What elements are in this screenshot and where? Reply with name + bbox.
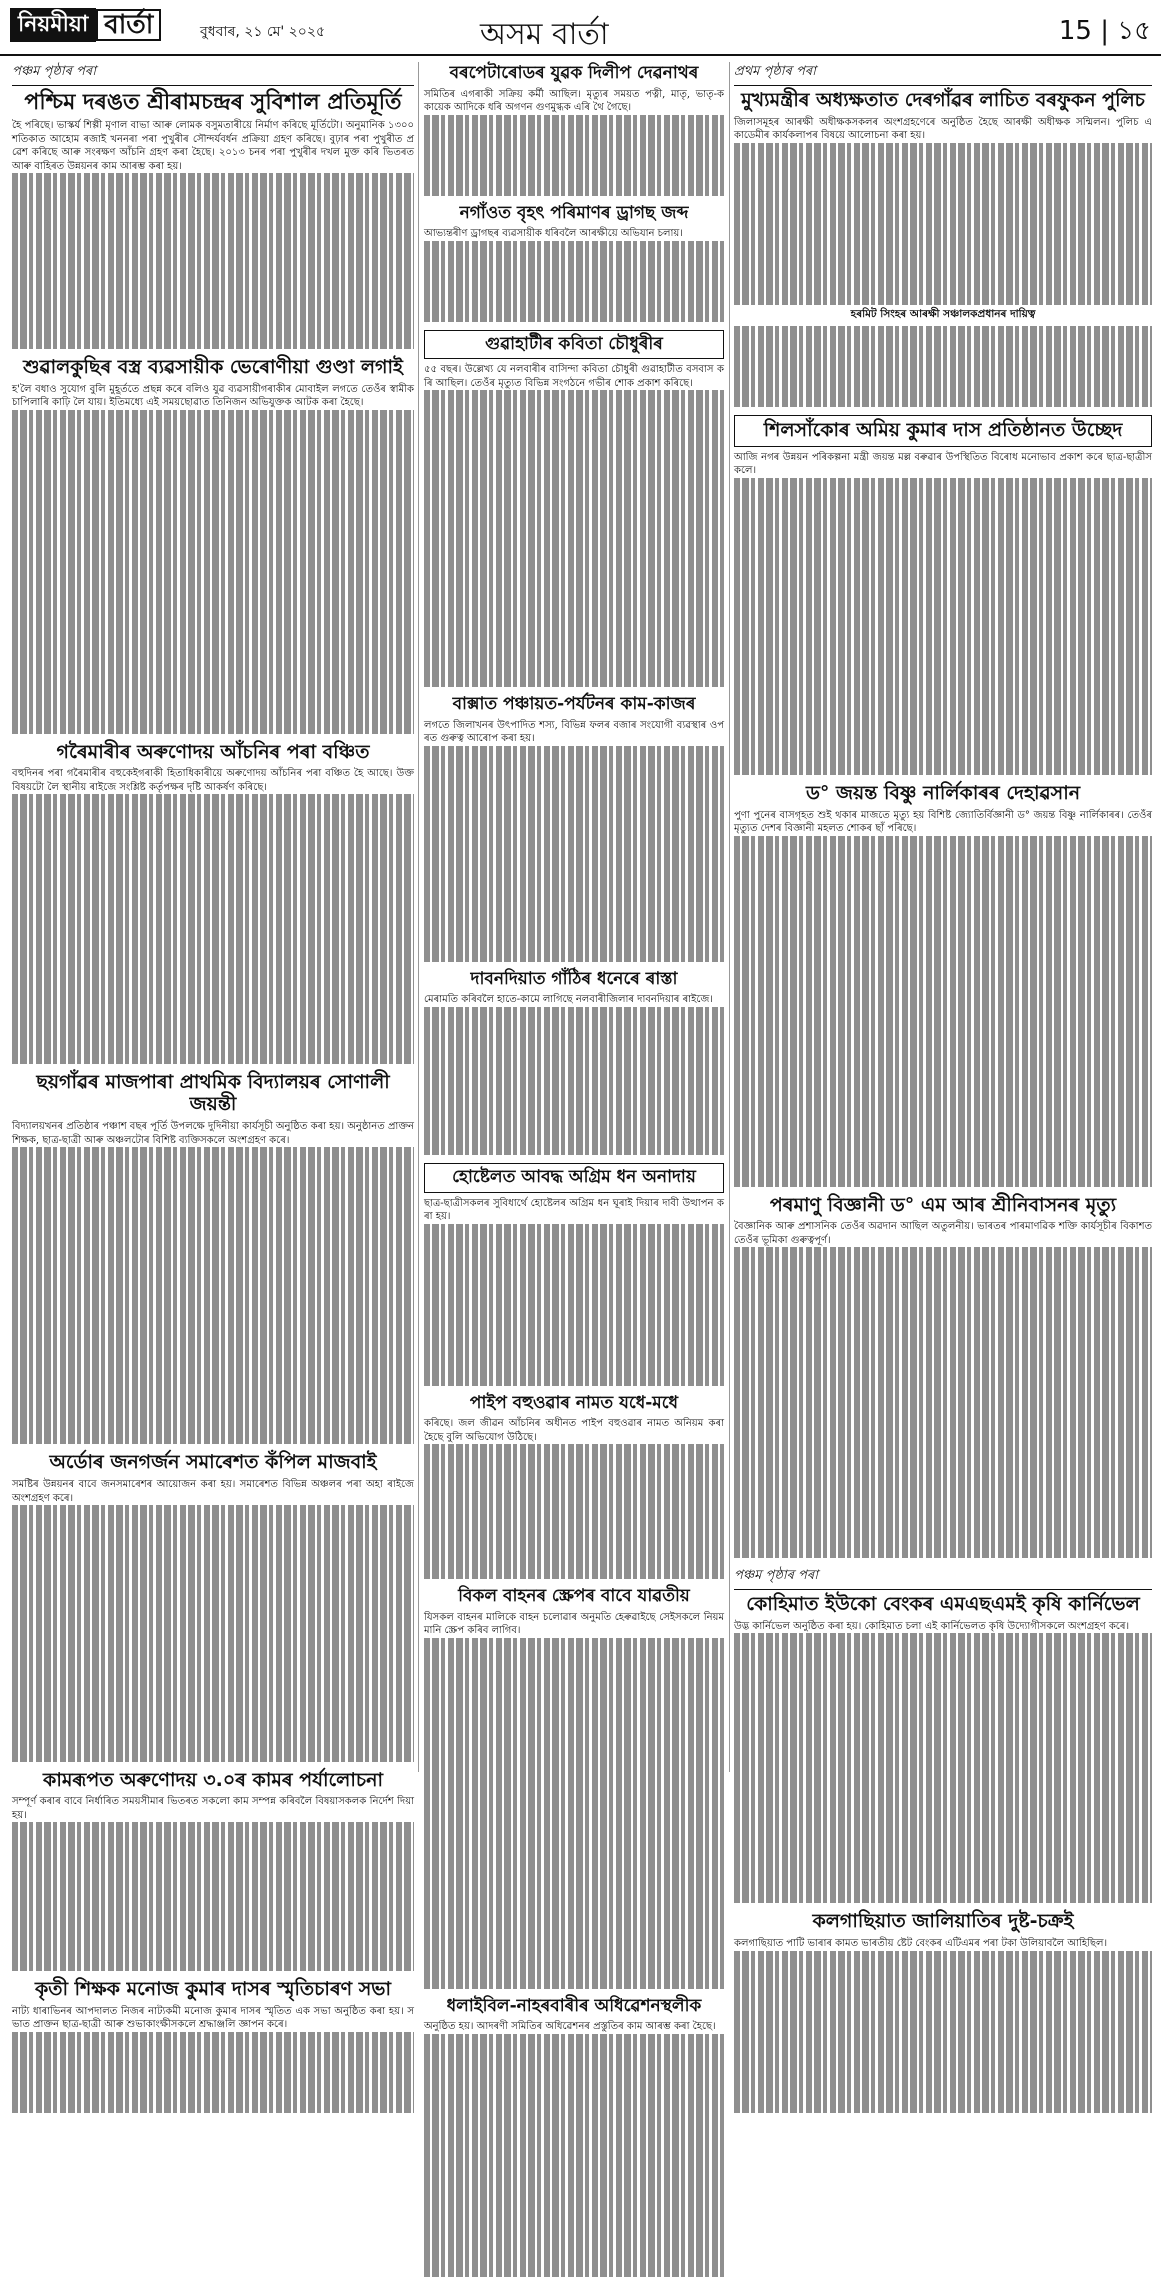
body-text-block <box>734 836 1152 1187</box>
body-text-block <box>424 2034 724 2277</box>
article <box>424 970 724 1156</box>
article <box>424 204 724 322</box>
body-text-block <box>734 143 1152 305</box>
headline[interactable]: গৰৈমাৰীৰ অৰুণোদয় আঁচনিৰ পৰা বঞ্চিত <box>56 740 370 763</box>
article-body: কলগাছিয়াত পাটি ভাৰাৰ কামত ভাৰতীয় ষ্টেট বেংকৰ এটিএমৰ পৰা টকা উলিয়াবলৈ আহিছিল। <box>734 1938 1108 1950</box>
headline[interactable]: পৰমাণু বিজ্ঞানী ড° এম আৰ শ্ৰীনিবাসনৰ মৃত্যু <box>769 1193 1117 1216</box>
article-body: কৰিছে। জল জীৱন আঁচনিৰ অধীনত পাইপ বহুওৱাৰ নামত অনিয়ম কৰা হৈছে বুলি অভিযোগ উঠিছে। <box>424 1418 724 1443</box>
article <box>12 742 414 1065</box>
headline[interactable]: ছয়গাঁৱৰ মাজপাৰা প্ৰাথমিক বিদ্যালয়ৰ সোণালী জয়ন্তী <box>36 1071 390 1116</box>
headline[interactable]: পাইপ বহুওৱাৰ নামত যধে-মধে <box>469 1392 679 1413</box>
issue-date: বুধবাৰ, ২১ মে' ২০২৫ <box>200 24 326 40</box>
article <box>12 1979 414 2113</box>
article-body: পুণা পুনেৰ বাসগৃহত শুই থকাৰ মাজতে মৃত্যু হয় বিশিষ্ট জ্যোতিৰ্বিজ্ঞানী ড° জয়ন্ত বিষ্ণু নাৰ্লিকাৰৰ। তেওঁৰ মৃত্যুত দেশৰ বিজ্ঞানী মহলত শোকৰ ছাঁ পৰিছে। <box>734 809 1152 835</box>
article <box>734 1594 1152 1903</box>
article-body: অনুষ্ঠিত হয়। আদৰণী সমিতিৰ অধিৱেশনৰ প্ৰস্তুতিৰ কাম আৰম্ভ কৰা হৈছে। <box>424 2021 716 2033</box>
headline[interactable]: বাক্সাত পঞ্চায়ত-পৰ্যটনৰ কাম-কাজৰ <box>452 694 696 715</box>
body-text-block <box>424 1007 724 1156</box>
column-divider <box>729 62 730 1772</box>
headline[interactable]: ড° জয়ন্ত বিষ্ণু নাৰ্লিকাৰৰ দেহাৱসান <box>805 781 1081 804</box>
headline[interactable]: কোহিমাত ইউকো বেংকৰ এমএছএমই কৃষি কাৰ্নিভেল <box>746 1592 1140 1615</box>
body-text-block <box>734 1951 1152 2113</box>
article-body: বৈজ্ঞানিক আৰু প্ৰশাসনিক তেওঁৰ অৱদান আছিল অতুলনীয়। ভাৰতৰ পাৰমাণৱিক শক্তি কাৰ্যসূচীৰ বিকাশত তেওঁৰ ভূমিকা গুৰুত্বপূৰ্ণ। <box>734 1221 1152 1246</box>
column-1 <box>12 62 414 2031</box>
article-body: উদ্ভ কাৰ্নিভেল অনুষ্ঠিত কৰা হয়। কোহিমাত চলা এই কাৰ্নিভেলত কৃষি উদ্যোগীসকলে অংশগ্ৰহণ কৰে। <box>734 1620 1130 1632</box>
article <box>734 90 1152 407</box>
article-body: মেৰামতি কৰিবলৈ হাতে-কামে লাগিছে নলবাৰীজিলাৰ দাবনদিয়াৰ ৰাইজে। <box>424 994 713 1006</box>
column-divider <box>418 62 419 1772</box>
body-text-block <box>734 478 1152 775</box>
article <box>12 1452 414 1761</box>
headline[interactable]: গুৱাহাটীৰ কবিতা চৌধুৰীৰ <box>424 330 724 360</box>
article <box>12 90 414 349</box>
article-body: সম্পূৰ্ণ কৰাৰ বাবে নিৰ্ধাৰিত সময়সীমাৰ ভিতৰত সকলো কাম সম্পন্ন কৰিবলৈ বিষয়াসকলক নিৰ্দেশ দিয়া হয়। <box>12 1796 414 1821</box>
body-text-block <box>424 1444 724 1579</box>
article-body: বিদ্যালয়খনৰ প্ৰতিষ্ঠাৰ পঞ্চাশ বছৰ পূৰ্তি উপলক্ষে দুদিনীয়া কাৰ্যসূচী অনুষ্ঠিত কৰা হয়। অনুষ্ঠানত প্ৰাক্তন শিক্ষক, ছাত্ৰ-ছাত্ৰী আৰু অঞ্চলটোৰ বিশিষ্ট ব্যক্তিসকলে অংশগ্ৰহণ কৰে। <box>12 1121 414 1146</box>
headline[interactable]: কামৰূপত অৰুণোদয় ৩.০ৰ কামৰ পৰ্যালোচনা <box>43 1768 383 1791</box>
masthead <box>0 0 1161 56</box>
headline[interactable]: শিলসাঁকোৰ অমিয় কুমাৰ দাস প্ৰতিষ্ঠানত উচ্ছেদ <box>734 415 1152 447</box>
body-text-block <box>12 2032 414 2113</box>
headline[interactable]: বৰপেটাৰোডৰ যুৱক দিলীপ দেৱনাথৰ <box>449 63 699 83</box>
body-text-block <box>424 241 724 322</box>
article-body: হ'লৈ বধাও সুযোগ বুলি মুহূৰ্ততে প্ৰছন্ন কৰে বলিও যুৱ ব্যৱসায়ীগৰাকীৰ মোবাইল লগতে তেওঁৰ স্বামীক চাপিলাৰি কাঢ়ি লৈ যায়। ইতিমধ্যে এই সময়ছোৱাত তিনিজন অভিযুক্তক আটক কৰা হৈছে। <box>12 383 414 409</box>
article <box>424 1394 724 1580</box>
article-body: নাট্য ধাৰাভিনৰ আপদালত নিজৰ নাট্যকমী মনোজ কুমাৰ দাসৰ স্মৃতিত এক সভা অনুষ্ঠিত কৰা হয়। সভাত প্ৰাক্তন ছাত্ৰ-ছাত্ৰী আৰু শুভাকাংক্ষীসকলে শ্ৰদ্ধাঞ্জলি জ্ঞাপন কৰে। <box>12 2005 414 2031</box>
subheading: হৰমিট সিংহৰ আৰক্ষী সঞ্চালকপ্ৰধানৰ দায়িত্ব <box>850 307 1036 320</box>
body-text-block <box>12 1822 414 1971</box>
body-text-block <box>12 1505 414 1762</box>
article-body: জিলাসমূহৰ আৰক্ষী অধীক্ষকসকলৰ অংশগ্ৰহণেৰে অনুষ্ঠিত হৈছে আৰক্ষী অধীক্ষক সন্মিলন। পুলিচ একাডেমীৰ কাৰ্যকলাপৰ বিষয়ে আলোচনা কৰা হয়। <box>734 116 1152 142</box>
article-body: লগতে জিলাখনৰ উৎপাদিত শস্য, বিভিন্ন ফলৰ বজাৰ সংযোগী ব্যৱস্থাৰ ওপৰত গুৰুত্ব আৰোপ কৰা হয়। <box>424 719 724 745</box>
body-text-block <box>424 1224 724 1386</box>
headline[interactable]: শুৱালকুছিৰ বস্ত্ৰ ব্যৱসায়ীক ভেৰোণীয়া গুণ্ডা লগাই <box>23 355 403 378</box>
headline[interactable]: পশ্চিম দৰঙত শ্ৰীৰামচন্দ্ৰৰ সুবিশাল প্ৰতিমূৰ্তি <box>24 90 402 115</box>
continued-from-label: প্ৰথম পৃষ্ঠাৰ পৰা <box>734 62 1152 86</box>
body-text-block <box>12 410 414 734</box>
continued-from-label: পঞ্চম পৃষ্ঠাৰ পৰা <box>12 62 414 86</box>
article <box>424 695 724 962</box>
article <box>12 1072 414 1444</box>
section-title: অসম বাৰ্তা <box>480 17 609 52</box>
body-text-block <box>12 1147 414 1444</box>
article <box>424 330 724 688</box>
article <box>734 415 1152 775</box>
article-body: বহুদিনৰ পৰা গৰৈমাৰীৰ বহুকেইগৰাকী হিতাধিকাৰীয়ে অৰুণোদয় আঁচনিৰ পৰা বঞ্চিত হৈ আছে। উক্ত বিষয়টো লৈ স্থানীয় ৰাইজে সংশ্লিষ্ট কৰ্তৃপক্ষৰ দৃষ্টি আকৰ্ষণ কৰিছে। <box>12 768 414 793</box>
headline[interactable]: কলগাছিয়াত জালিয়াতিৰ দুষ্ট-চক্ৰই <box>812 1910 1074 1933</box>
body-text-block <box>12 794 414 1064</box>
article-body: ছাত্ৰ-ছাত্ৰীসকলৰ সুবিধাৰ্থে হোষ্টেলৰ অগ্ৰিম ধন ঘূৰাই দিয়াৰ দাবী উত্থাপন কৰা হয়। <box>424 1197 724 1223</box>
headline[interactable]: মুখ্যমন্ত্ৰীৰ অধ্যক্ষতাত দেৰগাঁৱৰ লাচিত বৰফুকন পুলিচ <box>741 89 1145 111</box>
article <box>424 1997 724 2277</box>
body-text-block <box>424 746 724 962</box>
article-body: ৫৫ বছৰ। উল্লেখ্য যে নলবাৰীৰ বাসিন্দা কবিতা চৌধুৰী গুৱাহাটীত বসবাস কৰি আছিল। তেওঁৰ মৃত্যুত বিভিন্ন সংগঠনে গভীৰ শোক প্ৰকাশ কৰিছে। <box>424 364 724 389</box>
body-text-block <box>424 1638 724 1989</box>
headline[interactable]: দাবনদিয়াত গাঁঠিৰ ধনেৰে ৰাস্তা <box>470 968 678 989</box>
article <box>734 1911 1152 2112</box>
body-text-block <box>12 173 414 349</box>
body-text-block <box>734 1633 1152 1903</box>
headline[interactable]: বিকল বাহনৰ স্ক্ৰেপৰ বাবে যাৱতীয় <box>458 1586 690 1607</box>
headline[interactable]: হোষ্টেলত আবদ্ধ অগ্ৰিম ধন অনাদায় <box>424 1163 724 1193</box>
article-body: আজি নগৰ উন্নয়ন পৰিকল্পনা মন্ত্ৰী জয়ন্ত মল্ল বৰুৱাৰ উপস্থিতিত বিৰোধ মনোভাব প্ৰকাশ কৰে ছাত্ৰ-ছাত্ৰীসকলে। <box>734 451 1152 477</box>
article <box>734 783 1152 1187</box>
article <box>734 1195 1152 1558</box>
headline[interactable]: ধলাইবিল-নাহৰবাৰীৰ অধিৱেশনস্থলীক <box>446 1995 702 2016</box>
body-text-block <box>734 326 1152 407</box>
article <box>424 64 724 196</box>
headline[interactable]: নগাঁওত বৃহৎ পৰিমাণৰ ড্ৰাগছ জব্দ <box>459 202 689 223</box>
body-text-block <box>424 115 724 196</box>
body-text-block <box>734 1247 1152 1558</box>
continued-from-label: পঞ্চম পৃষ্ঠাৰ পৰা <box>734 1566 1152 1590</box>
newspaper-logo[interactable] <box>10 8 161 42</box>
article <box>424 1587 724 1989</box>
article <box>12 357 414 734</box>
article <box>12 1770 414 1971</box>
article-body: যিসকল বাহনৰ মালিকে বাহন চলোৱাৰ অনুমতি হেৰুৱাইছে সেইসকলে নিয়ম মানি স্ক্ৰেপ কৰিব লাগিব। <box>424 1611 724 1637</box>
body-text-block <box>424 390 724 687</box>
article <box>424 1163 724 1386</box>
article-body: সমষ্টিৰ উন্নয়নৰ বাবে জনসমাৰেশৰ আয়োজন কৰা হয়। সমাৰেশত বিভিন্ন অঞ্চলৰ পৰা অহা ৰাইজে অংশগ্ৰহণ কৰে। <box>12 1479 414 1504</box>
page-number: 15 | ১৫ <box>1058 16 1151 46</box>
logo-right: বার্তা <box>96 9 161 41</box>
logo-left: নিয়মীয়া <box>10 8 96 42</box>
column-3 <box>734 62 1152 1950</box>
article-body: সমিতিৰ এগৰাকী সক্ৰিয় কৰ্মী আছিল। মৃত্যুৰ সময়ত পত্নী, মাতৃ, ভাতৃ-ককায়েক আদিকে ধৰি অগণন গুণমুগ্ধক এৰি থৈ গৈছে। <box>424 88 724 114</box>
column-2 <box>424 62 724 2033</box>
article-body: হৈ পৰিছে। ভাস্কৰ্য শিল্পী মৃণাল বাভা আৰু লোমক বসুমতাৰীয়ে নিৰ্মাণ কৰিছে মূৰ্তিটো। অনুমানিক ১৩০০ শতিকাত আহোম ৰজাই খননৰা পৰা পুখুৰীৰ সৌন্দৰ্যবৰ্ধন প্ৰক্ৰিয়া গ্ৰহণ কৰিছে। বুঢ়াৰ পৰা পুখুৰীত প্ৰৱেশ কৰিছে আৰু সংৰক্ষণ আঁচনি গ্ৰহণ কৰা হৈছে। ২০১৩ চনৰ পৰা পুখুৰীৰ দখল মুক্ত কৰি ভিতৰত আৰু বাহিৰত উন্নয়নৰ কাম আৰম্ভ কৰা হয়। <box>12 120 414 172</box>
headline[interactable]: অৰ্ডোৰ জনগৰ্জন সমাৰেশত কঁপিল মাজবাই <box>49 1451 377 1474</box>
article-body: আভ্যন্তৰীণ ড্ৰাগছৰ ব্যৱসায়ীক ধৰিবলৈ আৰক্ষীয়ে অভিযান চলায়। <box>424 228 683 240</box>
headline[interactable]: কৃতী শিক্ষক মনোজ কুমাৰ দাসৰ স্মৃতিচাৰণ সভা <box>35 1977 391 2000</box>
